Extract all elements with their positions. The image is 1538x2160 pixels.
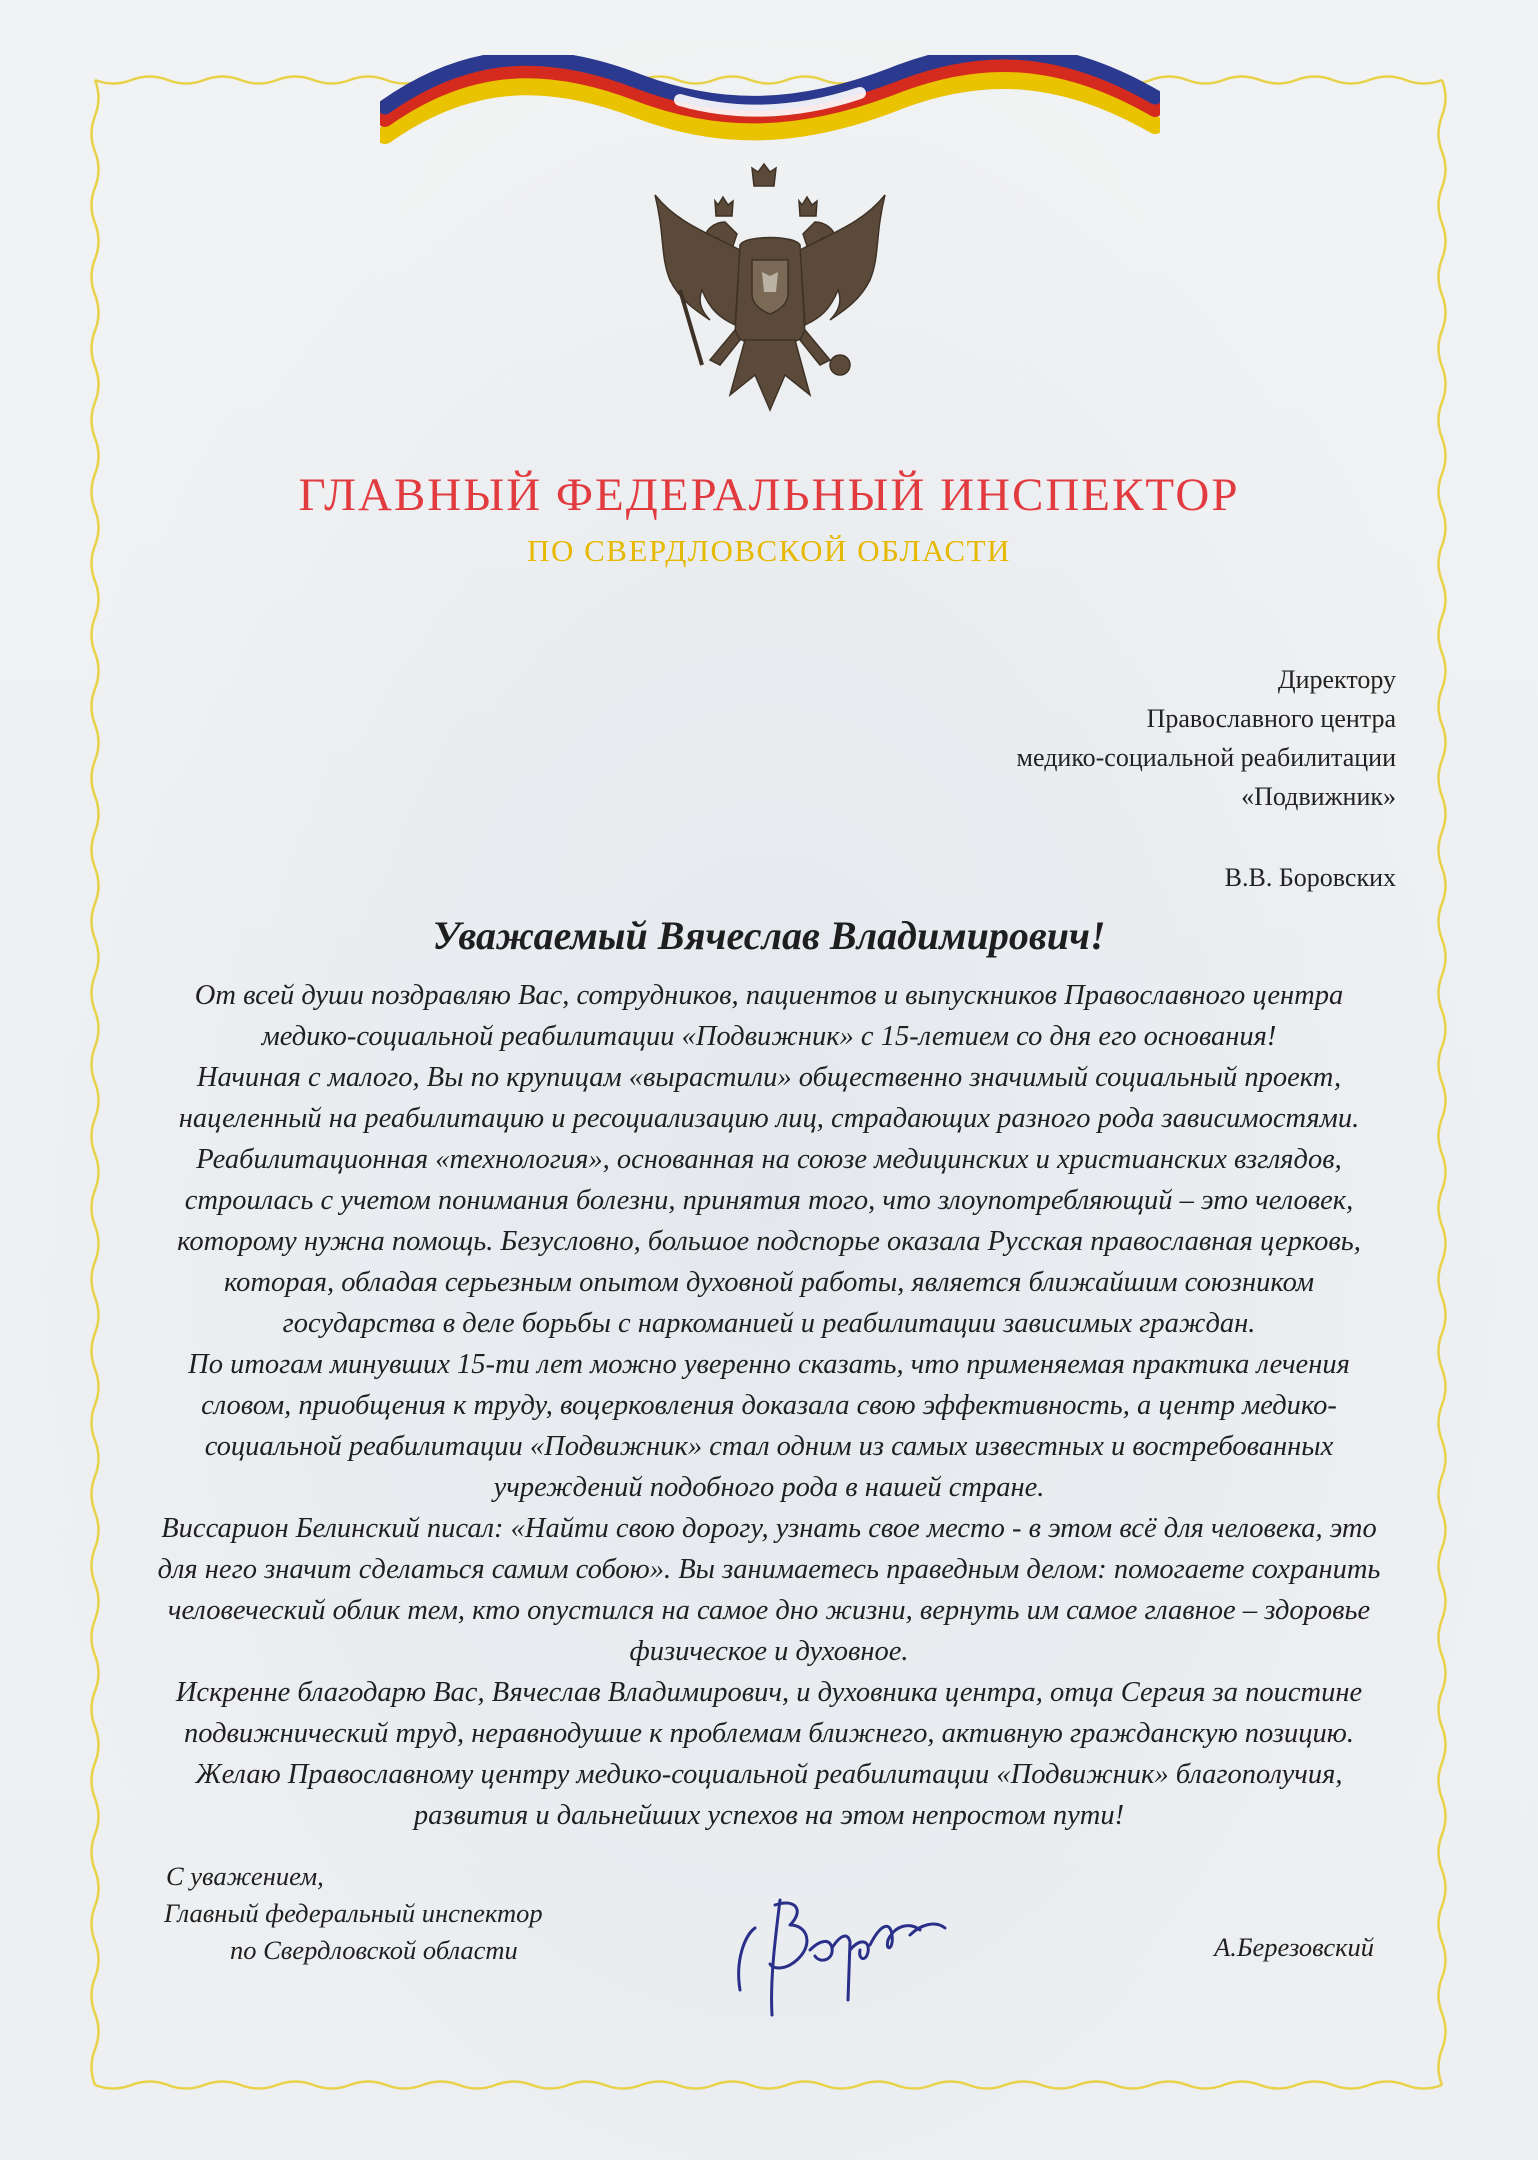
closing-position: Главный федеральный инспектор <box>164 1898 543 1928</box>
body-paragraph: Желаю Православному центру медико-социальной реабилитации «Подвижник» благополучия, развития и дальнейших успехов на этом непростом пути! <box>195 1759 1343 1831</box>
body-paragraph: От всей души поздравляю Вас, сотрудников, пациентов и выпускников Православного центра медико-социальной реабилитации «Подвижник» с 15-летием со дня его основания! <box>194 980 1344 1052</box>
handwritten-signature-icon <box>720 1880 980 2040</box>
body-paragraph: Виссарион Белинский писал: «Найти свою дорогу, узнать свое место - в этом всё для человека, это для него значит сделаться самим собою». Вы занимаетесь праведным делом: помогаете сохранить человеческий облик тем, кто опустился на самое дно жизни, вернуть им самое главное – здоровье физическое и духовное. <box>157 1513 1381 1667</box>
addressee-block <box>696 660 1396 897</box>
addressee-line: «Подвижник» <box>1241 782 1396 811</box>
closing-regards: С уважением, <box>166 1861 324 1891</box>
russian-tricolor-ribbon-icon <box>380 55 1160 165</box>
closing-block <box>150 1858 650 1969</box>
salutation: Уважаемый Вячеслав Владимирович! <box>432 913 1106 958</box>
body-paragraph: По итогам минувших 15-ти лет можно уверенно сказать, что применяемая практика лечения словом, приобщения к труду, воцерковления доказала свою эффективность, а центр медико-социальной реабилитации «Подвижник» стал одним из самых известных и востребованных учреждений подобного рода в нашей стране. <box>188 1349 1350 1503</box>
body-paragraph: Начиная с малого, Вы по крупицам «вырастили» общественно значимый социальный проект, нацеленный на реабилитацию и ресоциализацию лиц, страдающих разного рода зависимостями. Реабилитационная «технология», основанная на союзе медицинских и христианских взглядов, строилась с учетом понимания болезни, принятия того, что злоупотребляющий – это человек, которому нужна помощь. Безусловно, большое подспорье оказала Русская православная церковь, которая, обладая серьезным опытом духовной работы, является ближайшим союзником государства в деле борьбы с наркоманией и реабилитации зависимых граждан. <box>177 1062 1361 1339</box>
letter-body <box>150 975 1388 1836</box>
border-edge <box>95 2082 1442 2089</box>
russian-double-headed-eagle-icon <box>640 160 900 430</box>
signer-name: А.Березовский <box>1214 1932 1374 1962</box>
issuer-title: ГЛАВНЫЙ ФЕДЕРАЛЬНЫЙ ИНСПЕКТОР <box>298 469 1240 521</box>
closing-region: по Свердловской области <box>230 1935 518 1965</box>
issuer-subtitle: ПО СВЕРДЛОВСКОЙ ОБЛАСТИ <box>527 533 1011 568</box>
addressee-line: Директору <box>1277 665 1396 694</box>
addressee-name: В.В. Боровских <box>1224 863 1396 892</box>
body-paragraph: Искренне благодарю Вас, Вячеслав Владимирович, и духовника центра, отца Сергия за поистине подвижнический труд, неравнодушие к проблемам ближнего, активную гражданскую позицию. <box>175 1677 1363 1749</box>
border-edge <box>92 80 99 2085</box>
addressee-line: Православного центра <box>1146 704 1396 733</box>
border-edge <box>1439 80 1446 2085</box>
addressee-line: медико-социальной реабилитации <box>1016 743 1396 772</box>
